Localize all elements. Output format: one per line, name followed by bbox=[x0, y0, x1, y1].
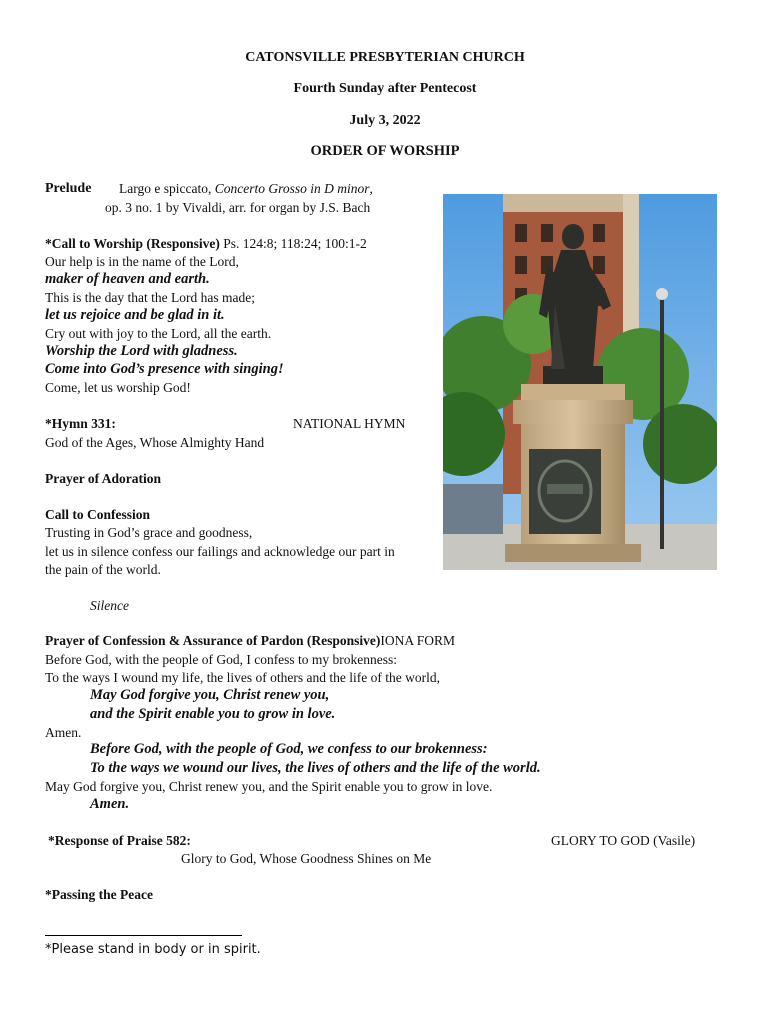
prayer-confession-source: IONA FORM bbox=[380, 633, 455, 648]
prelude-piece: Largo e spiccato, bbox=[119, 181, 212, 196]
pc-line: Before God, with the people of God, I confess to my brokenness: bbox=[45, 652, 398, 667]
pc-line: To the ways I wound my life, the lives of others and the life of the world, bbox=[45, 670, 440, 685]
response-title: Glory to God, Whose Goodness Shines on Me bbox=[181, 851, 432, 866]
prelude-comma: , bbox=[369, 181, 373, 196]
cw-line: Our help is in the name of the Lord, bbox=[45, 254, 239, 269]
confession-line: the pain of the world. bbox=[45, 562, 161, 577]
passing-peace-label: *Passing the Peace bbox=[45, 887, 153, 902]
prelude-line2: op. 3 no. 1 by Vivaldi, arr. for organ by J.S. Bach bbox=[105, 200, 371, 215]
page-title: ORDER OF WORSHIP bbox=[310, 143, 460, 159]
cw-line: Cry out with joy to the Lord, all the earth. bbox=[45, 326, 272, 341]
prelude-work: Concerto Grosso in D minor bbox=[214, 181, 370, 196]
silence-rubric: Silence bbox=[90, 598, 129, 613]
response-label: *Response of Praise 582: bbox=[48, 833, 191, 848]
hymn-tune: NATIONAL HYMN bbox=[293, 416, 406, 431]
church-name: CATONSVILLE PRESBYTERIAN CHURCH bbox=[245, 50, 525, 65]
pc-response: To the ways we wound our lives, the lives of others and the life of the world. bbox=[90, 760, 541, 776]
confession-line: Trusting in God’s grace and goodness, bbox=[45, 525, 253, 540]
prayer-adoration-label: Prayer of Adoration bbox=[45, 471, 161, 486]
cw-response: Worship the Lord with gladness. bbox=[45, 343, 238, 359]
statue-photo bbox=[443, 194, 717, 570]
pc-line: May God forgive you, Christ renew you, and the Spirit enable you to grow in love. bbox=[45, 779, 493, 794]
cw-response: Come into God’s presence with singing! bbox=[45, 361, 284, 377]
footnote: *Please stand in body or in spirit. bbox=[45, 942, 261, 957]
prayer-confession-label: Prayer of Confession & Assurance of Pardon (Responsive) bbox=[45, 633, 381, 648]
confession-line: let us in silence confess our failings and acknowledge our part in bbox=[45, 544, 395, 559]
call-to-worship-ref: Ps. 124:8; 118:24; 100:1-2 bbox=[223, 236, 367, 251]
pc-response: Before God, with the people of God, we confess to our brokenness: bbox=[90, 741, 488, 757]
hymn-title: God of the Ages, Whose Almighty Hand bbox=[45, 435, 265, 450]
cw-response: maker of heaven and earth. bbox=[45, 271, 210, 287]
pc-line: Amen. bbox=[45, 725, 82, 740]
prayer-confession-heading bbox=[45, 633, 455, 649]
prelude-line1 bbox=[119, 181, 373, 197]
cw-line: This is the day that the Lord has made; bbox=[45, 290, 255, 305]
pc-response: May God forgive you, Christ renew you, bbox=[90, 687, 330, 703]
call-to-worship-label: *Call to Worship (Responsive) bbox=[45, 236, 220, 251]
pc-response: Amen. bbox=[90, 796, 130, 812]
footnote-rule bbox=[45, 935, 242, 936]
response-tune: GLORY TO GOD (Vasile) bbox=[551, 833, 696, 848]
call-to-worship-heading bbox=[45, 236, 367, 252]
cw-line: Come, let us worship God! bbox=[45, 380, 191, 395]
cw-response: let us rejoice and be glad in it. bbox=[45, 307, 225, 323]
hymn-label: *Hymn 331: bbox=[45, 416, 116, 431]
service-date: July 3, 2022 bbox=[349, 113, 421, 128]
prelude-label: Prelude bbox=[45, 181, 92, 196]
call-confession-label: Call to Confession bbox=[45, 507, 151, 522]
statue-illustration bbox=[443, 194, 717, 570]
pc-response: and the Spirit enable you to grow in love. bbox=[90, 706, 336, 722]
occasion: Fourth Sunday after Pentecost bbox=[293, 81, 477, 96]
